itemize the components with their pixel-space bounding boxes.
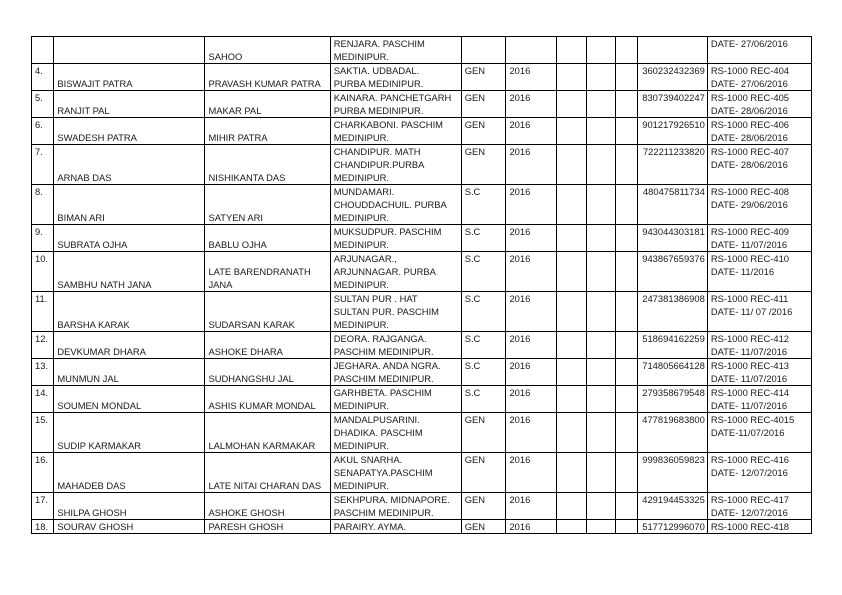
empty-cell: [586, 252, 615, 292]
receipt-cell: [707, 292, 811, 332]
empty-cell: [616, 185, 638, 225]
empty-cell: [586, 520, 615, 534]
empty-cell: [556, 413, 586, 453]
empty-cell: [616, 118, 638, 145]
serial-number-cell: [32, 37, 54, 64]
serial-number-cell: 11.: [32, 292, 54, 332]
serial-number-cell: 10.: [32, 252, 54, 292]
empty-cell: [556, 520, 586, 534]
receipt-cell-line: RS-1000 REC-418: [710, 521, 789, 532]
address-cell-line: SEKHPURA. MIDNAPORE.: [333, 494, 450, 505]
receipt-cell-line: DATE- 11/07/2016: [710, 373, 788, 384]
empty-cell: [556, 185, 586, 225]
category-cell: GEN: [461, 145, 506, 185]
category-cell: GEN: [461, 493, 506, 520]
receipt-cell-line: RS-1000 REC-413: [710, 360, 789, 371]
address-cell: [330, 359, 461, 386]
empty-cell: [586, 145, 615, 185]
empty-cell: [616, 37, 638, 64]
empty-cell: [586, 359, 615, 386]
address-cell-line: JEGHARA. ANDA NGRA.: [333, 360, 441, 371]
serial-number-cell: 14.: [32, 386, 54, 413]
address-cell-line: MEDINIPUR.: [333, 480, 389, 491]
address-cell-line: MEDINIPUR.: [333, 440, 389, 451]
empty-cell: [586, 64, 615, 91]
father-name-cell: LALMOHAN KARMAKAR: [205, 413, 330, 453]
address-cell-line: SULTAN PUR . HAT: [333, 293, 418, 304]
table-row: [32, 292, 812, 332]
serial-number-cell: 18.: [32, 520, 54, 534]
category-cell: S.C: [461, 225, 506, 252]
address-cell-line: DEORA. RAJGANGA.: [333, 333, 427, 344]
father-name-cell: MAKAR PAL: [205, 91, 330, 118]
year-cell: [506, 37, 556, 64]
category-cell: GEN: [461, 413, 506, 453]
empty-cell: [616, 493, 638, 520]
address-cell-line: MEDINIPUR.: [333, 212, 389, 223]
address-cell-line: PASCHIM MEDINIPUR.: [333, 346, 434, 357]
name-cell: SWADESH PATRA: [54, 118, 205, 145]
table-row: [32, 118, 812, 145]
receipt-cell-line: RS-1000 REC-405: [710, 92, 789, 103]
category-cell: GEN: [461, 453, 506, 493]
table-row: [32, 359, 812, 386]
receipt-cell-line: RS-1000 REC-409: [710, 226, 789, 237]
address-cell-line: PURBA MEDINIPUR.: [333, 78, 424, 89]
receipt-cell: [707, 453, 811, 493]
empty-cell: [556, 359, 586, 386]
category-cell: GEN: [461, 64, 506, 91]
address-cell-line: KAINARA. PANCHETGARH: [333, 92, 452, 103]
phone-cell: 360232432369: [638, 64, 707, 91]
serial-number-cell: 7.: [32, 145, 54, 185]
receipt-cell: [707, 64, 811, 91]
father-name-cell: SATYEN ARI: [205, 185, 330, 225]
empty-cell: [556, 332, 586, 359]
year-cell: 2016: [506, 185, 556, 225]
serial-number-cell: 13.: [32, 359, 54, 386]
address-cell-line: DHADIKA. PASCHIM: [333, 427, 423, 438]
year-cell: 2016: [506, 91, 556, 118]
father-name-cell: LATE BARENDRANATH JANA: [205, 252, 330, 292]
name-cell: MAHADEB DAS: [54, 453, 205, 493]
serial-number-cell: 9.: [32, 225, 54, 252]
name-cell: SUBRATA OJHA: [54, 225, 205, 252]
address-cell: [330, 185, 461, 225]
receipt-cell: [707, 185, 811, 225]
address-cell: [330, 493, 461, 520]
address-cell-line: PASCHIM MEDINIPUR.: [333, 507, 434, 518]
serial-number-cell: 15.: [32, 413, 54, 453]
receipt-cell-line: DATE- 28/06/2016: [710, 105, 788, 116]
empty-cell: [586, 118, 615, 145]
address-cell: [330, 520, 461, 534]
receipt-cell-line: DATE- 11/07/2016: [710, 346, 788, 357]
address-cell-line: SENAPATYA.PASCHIM: [333, 467, 433, 478]
name-cell: RANJIT PAL: [54, 91, 205, 118]
empty-cell: [586, 332, 615, 359]
receipt-cell: [707, 332, 811, 359]
address-cell-line: PASCHIM MEDINIPUR.: [333, 373, 434, 384]
receipt-cell-line: RS-1000 REC-412: [710, 333, 789, 344]
category-cell: S.C: [461, 386, 506, 413]
year-cell: 2016: [506, 520, 556, 534]
category-cell: S.C: [461, 252, 506, 292]
empty-cell: [586, 386, 615, 413]
category-cell: [461, 37, 506, 64]
phone-cell: 722211233820: [638, 145, 707, 185]
address-cell-line: PURBA MEDINIPUR.: [333, 105, 424, 116]
empty-cell: [586, 493, 615, 520]
receipt-cell-line: RS-1000 REC-408: [710, 186, 789, 197]
receipt-cell: [707, 91, 811, 118]
table-row: [32, 332, 812, 359]
address-cell: [330, 37, 461, 64]
receipt-cell-line: RS-1000 REC-406: [710, 119, 789, 130]
address-cell-line: MEDINIPUR.: [333, 51, 389, 62]
receipt-cell-line: DATE- 27/06/2016: [710, 38, 788, 49]
address-cell: [330, 64, 461, 91]
table-row: [32, 91, 812, 118]
empty-cell: [556, 225, 586, 252]
empty-cell: [616, 145, 638, 185]
address-cell: [330, 252, 461, 292]
serial-number-cell: 4.: [32, 64, 54, 91]
receipt-cell-line: RS-1000 REC-410: [710, 253, 789, 264]
serial-number-cell: 5.: [32, 91, 54, 118]
phone-cell: 429194453325: [638, 493, 707, 520]
table-row: [32, 386, 812, 413]
address-cell-line: CHANDIPUR. MATH: [333, 146, 421, 157]
empty-cell: [616, 413, 638, 453]
receipt-cell-line: DATE- 11/07/2016: [710, 400, 788, 411]
serial-number-cell: 12.: [32, 332, 54, 359]
address-cell-line: SAKTIA. UDBADAL.: [333, 65, 420, 76]
address-cell: [330, 453, 461, 493]
phone-cell: [638, 37, 707, 64]
table-row: [32, 145, 812, 185]
empty-cell: [586, 292, 615, 332]
address-cell-line: MEDINIPUR.: [333, 319, 389, 330]
empty-cell: [586, 225, 615, 252]
year-cell: 2016: [506, 225, 556, 252]
year-cell: 2016: [506, 292, 556, 332]
father-name-cell: NISHIKANTA DAS: [205, 145, 330, 185]
address-cell: [330, 91, 461, 118]
table-row: [32, 185, 812, 225]
phone-cell: 714805664128: [638, 359, 707, 386]
phone-cell: 477819683800: [638, 413, 707, 453]
table-row: [32, 413, 812, 453]
empty-cell: [616, 64, 638, 91]
name-cell: SOUMEN MONDAL: [54, 386, 205, 413]
table-row: [32, 37, 812, 64]
father-name-cell: ASHOKE GHOSH: [205, 493, 330, 520]
phone-cell: 480475811734: [638, 185, 707, 225]
address-cell-line: RENJARA. PASCHIM: [333, 38, 425, 49]
father-name-cell: BABLU OJHA: [205, 225, 330, 252]
name-cell: BISWAJIT PATRA: [54, 64, 205, 91]
year-cell: 2016: [506, 493, 556, 520]
records-table-body: [32, 37, 812, 534]
name-cell: ARNAB DAS: [54, 145, 205, 185]
category-cell: S.C: [461, 332, 506, 359]
receipt-cell-line: DATE- 11/07/2016: [710, 239, 788, 250]
receipt-cell-line: RS-1000 REC-416: [710, 454, 789, 465]
receipt-cell: [707, 413, 811, 453]
category-cell: GEN: [461, 91, 506, 118]
name-cell: DEVKUMAR DHARA: [54, 332, 205, 359]
year-cell: 2016: [506, 359, 556, 386]
receipt-cell: [707, 118, 811, 145]
address-cell-line: MEDINIPUR.: [333, 279, 389, 290]
empty-cell: [556, 252, 586, 292]
year-cell: 2016: [506, 332, 556, 359]
address-cell: [330, 225, 461, 252]
table-row: [32, 252, 812, 292]
serial-number-cell: 6.: [32, 118, 54, 145]
receipt-cell: [707, 359, 811, 386]
receipt-cell-line: RS-1000 REC-4015: [710, 414, 795, 425]
address-cell-line: SULTAN PUR. PASCHIM: [333, 306, 439, 317]
year-cell: 2016: [506, 413, 556, 453]
empty-cell: [586, 413, 615, 453]
name-cell: BIMAN ARI: [54, 185, 205, 225]
name-cell: MUNMUN JAL: [54, 359, 205, 386]
empty-cell: [586, 185, 615, 225]
father-name-cell: PARESH GHOSH: [205, 520, 330, 534]
empty-cell: [556, 91, 586, 118]
receipt-cell-line: DATE- 11/ 07 /2016: [710, 306, 793, 317]
receipt-cell-line: RS-1000 REC-404: [710, 65, 789, 76]
receipt-cell-line: RS-1000 REC-411: [710, 293, 789, 304]
address-cell-line: MUKSUDPUR. PASCHIM: [333, 226, 442, 237]
empty-cell: [616, 386, 638, 413]
receipt-cell-line: DATE- 28/06/2016: [710, 132, 788, 143]
father-name-cell: SUDHANGSHU JAL: [205, 359, 330, 386]
category-cell: GEN: [461, 520, 506, 534]
address-cell-line: PARAIRY. AYMA.: [333, 521, 407, 532]
empty-cell: [616, 252, 638, 292]
father-name-cell: ASHIS KUMAR MONDAL: [205, 386, 330, 413]
category-cell: S.C: [461, 292, 506, 332]
empty-cell: [616, 359, 638, 386]
table-row: [32, 453, 812, 493]
empty-cell: [616, 292, 638, 332]
address-cell-line: MEDINIPUR.: [333, 172, 389, 183]
empty-cell: [556, 493, 586, 520]
serial-number-cell: 16.: [32, 453, 54, 493]
name-cell: SOURAV GHOSH: [54, 520, 205, 534]
receipt-cell-line: RS-1000 REC-414: [710, 387, 789, 398]
address-cell-line: MEDINIPUR.: [333, 239, 389, 250]
name-cell: SHILPA GHOSH: [54, 493, 205, 520]
father-name-cell: SAHOO: [205, 37, 330, 64]
phone-cell: 830739402247: [638, 91, 707, 118]
address-cell-line: AKUL SNARHA.: [333, 454, 403, 465]
name-cell: BARSHA KARAK: [54, 292, 205, 332]
address-cell-line: CHARKABONI. PASCHIM: [333, 119, 443, 130]
empty-cell: [616, 453, 638, 493]
receipt-cell: [707, 386, 811, 413]
year-cell: 2016: [506, 145, 556, 185]
father-name-cell: SUDARSAN KARAK: [205, 292, 330, 332]
receipt-cell-line: RS-1000 REC-407: [710, 146, 789, 157]
empty-cell: [556, 453, 586, 493]
address-cell: [330, 145, 461, 185]
receipt-cell-line: DATE- 27/06/2016: [710, 78, 788, 89]
phone-cell: 518694162259: [638, 332, 707, 359]
category-cell: S.C: [461, 359, 506, 386]
receipt-cell-line: RS-1000 REC-417: [710, 494, 789, 505]
father-name-cell: MIHIR PATRA: [205, 118, 330, 145]
father-name-cell: ASHOKE DHARA: [205, 332, 330, 359]
empty-cell: [556, 64, 586, 91]
phone-cell: 279358679548: [638, 386, 707, 413]
empty-cell: [556, 37, 586, 64]
phone-cell: 517712996070: [638, 520, 707, 534]
empty-cell: [586, 91, 615, 118]
empty-cell: [556, 386, 586, 413]
category-cell: S.C: [461, 185, 506, 225]
address-cell-line: MEDINIPUR.: [333, 132, 389, 143]
address-cell-line: ARJUNNAGAR. PURBA: [333, 266, 436, 277]
table-row: [32, 64, 812, 91]
address-cell-line: MANDALPUSARINI.: [333, 414, 420, 425]
address-cell-line: ARJUNAGAR.,: [333, 253, 397, 264]
table-row: [32, 520, 812, 534]
empty-cell: [616, 520, 638, 534]
receipt-cell-line: DATE- 12/07/2016: [710, 507, 788, 518]
name-cell: SUDIP KARMAKAR: [54, 413, 205, 453]
address-cell-line: MUNDAMARI.: [333, 186, 395, 197]
address-cell-line: MEDINIPUR.: [333, 400, 389, 411]
receipt-cell: [707, 493, 811, 520]
address-cell-line: GARHBETA. PASCHIM: [333, 387, 432, 398]
empty-cell: [586, 453, 615, 493]
receipt-cell-line: DATE- 28/06/2016: [710, 159, 788, 170]
receipt-cell: [707, 225, 811, 252]
year-cell: 2016: [506, 118, 556, 145]
phone-cell: 943867659376: [638, 252, 707, 292]
receipt-cell-line: DATE-11/07/2016: [710, 427, 785, 438]
receipt-cell-line: DATE- 11/2016: [710, 266, 775, 277]
address-cell: [330, 413, 461, 453]
serial-number-cell: 8.: [32, 185, 54, 225]
year-cell: 2016: [506, 64, 556, 91]
address-cell-line: CHOUDDACHUIL. PURBA: [333, 199, 447, 210]
receipt-cell: [707, 145, 811, 185]
receipt-cell: [707, 520, 811, 534]
address-cell-line: CHANDIPUR.PURBA: [333, 159, 425, 170]
year-cell: 2016: [506, 453, 556, 493]
phone-cell: 247381386908: [638, 292, 707, 332]
name-cell: [54, 37, 205, 64]
table-row: [32, 225, 812, 252]
empty-cell: [616, 332, 638, 359]
father-name-cell: LATE NITAI CHARAN DAS: [205, 453, 330, 493]
empty-cell: [556, 292, 586, 332]
year-cell: 2016: [506, 386, 556, 413]
receipt-cell-line: DATE- 12/07/2016: [710, 467, 788, 478]
phone-cell: 999836059823: [638, 453, 707, 493]
address-cell: [330, 386, 461, 413]
empty-cell: [556, 145, 586, 185]
father-name-cell: PRAVASH KUMAR PATRA: [205, 64, 330, 91]
receipt-cell: [707, 252, 811, 292]
year-cell: 2016: [506, 252, 556, 292]
phone-cell: 901217926510: [638, 118, 707, 145]
empty-cell: [616, 225, 638, 252]
table-row: [32, 493, 812, 520]
empty-cell: [616, 91, 638, 118]
empty-cell: [586, 37, 615, 64]
records-table: [31, 36, 812, 534]
address-cell: [330, 332, 461, 359]
receipt-cell-line: DATE- 29/06/2016: [710, 199, 788, 210]
category-cell: GEN: [461, 118, 506, 145]
empty-cell: [556, 118, 586, 145]
receipt-cell: [707, 37, 811, 64]
phone-cell: 943044303181: [638, 225, 707, 252]
name-cell: SAMBHU NATH JANA: [54, 252, 205, 292]
serial-number-cell: 17.: [32, 493, 54, 520]
address-cell: [330, 292, 461, 332]
address-cell: [330, 118, 461, 145]
